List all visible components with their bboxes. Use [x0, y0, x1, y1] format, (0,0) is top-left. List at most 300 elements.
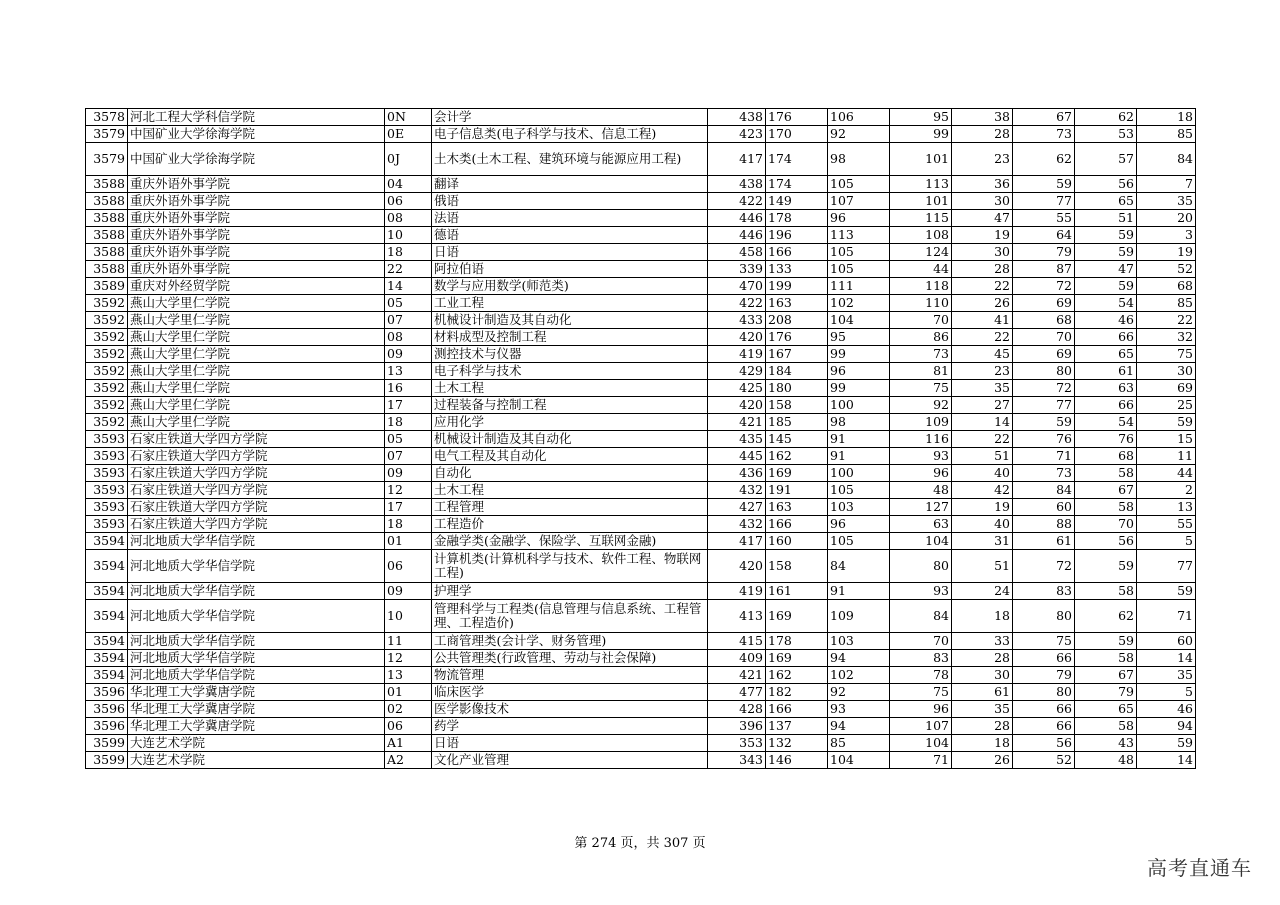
cell-score-g: 2 [1137, 482, 1196, 499]
cell-score-f: 47 [1075, 261, 1137, 278]
cell-score-total: 419 [708, 583, 766, 600]
table-row [86, 397, 1196, 414]
cell-score-e: 76 [1013, 431, 1075, 448]
cell-score-f: 59 [1075, 244, 1137, 261]
cell-score-a: 167 [766, 346, 828, 363]
table-row [86, 329, 1196, 346]
table-row [86, 583, 1196, 600]
cell-major-name: 法语 [432, 210, 708, 227]
cell-score-d: 40 [952, 516, 1013, 533]
cell-score-b: 92 [828, 684, 890, 701]
cell-school-code: 3593 [86, 482, 128, 499]
cell-score-c: 84 [890, 600, 952, 633]
cell-score-e: 80 [1013, 600, 1075, 633]
cell-major-code: A1 [385, 735, 432, 752]
cell-score-total: 339 [708, 261, 766, 278]
cell-score-g: 20 [1137, 210, 1196, 227]
cell-school-code: 3594 [86, 583, 128, 600]
cell-score-e: 77 [1013, 193, 1075, 210]
cell-major-code: 07 [385, 312, 432, 329]
cell-score-c: 127 [890, 499, 952, 516]
table-row [86, 701, 1196, 718]
cell-score-a: 166 [766, 244, 828, 261]
cell-score-a: 158 [766, 550, 828, 583]
cell-score-total: 420 [708, 329, 766, 346]
cell-school-name: 河北地质大学华信学院 [128, 600, 385, 633]
cell-score-d: 36 [952, 176, 1013, 193]
cell-score-g: 94 [1137, 718, 1196, 735]
cell-major-code: 04 [385, 176, 432, 193]
cell-score-e: 56 [1013, 735, 1075, 752]
cell-major-code: 18 [385, 414, 432, 431]
cell-major-code: 09 [385, 465, 432, 482]
cell-score-total: 427 [708, 499, 766, 516]
cell-score-b: 96 [828, 210, 890, 227]
cell-score-total: 429 [708, 363, 766, 380]
cell-school-name: 中国矿业大学徐海学院 [128, 143, 385, 176]
cell-score-total: 353 [708, 735, 766, 752]
cell-score-c: 115 [890, 210, 952, 227]
cell-score-e: 75 [1013, 633, 1075, 650]
cell-score-f: 59 [1075, 227, 1137, 244]
cell-score-g: 44 [1137, 465, 1196, 482]
cell-school-code: 3594 [86, 533, 128, 550]
cell-score-d: 28 [952, 718, 1013, 735]
cell-score-b: 105 [828, 261, 890, 278]
cell-score-e: 77 [1013, 397, 1075, 414]
cell-score-g: 59 [1137, 583, 1196, 600]
cell-score-b: 94 [828, 650, 890, 667]
cell-score-c: 101 [890, 193, 952, 210]
cell-score-total: 445 [708, 448, 766, 465]
cell-major-code: 06 [385, 550, 432, 583]
cell-score-d: 51 [952, 448, 1013, 465]
cell-score-g: 14 [1137, 752, 1196, 769]
cell-score-d: 30 [952, 667, 1013, 684]
cell-score-a: 176 [766, 329, 828, 346]
cell-score-b: 103 [828, 499, 890, 516]
cell-score-d: 24 [952, 583, 1013, 600]
cell-score-a: 180 [766, 380, 828, 397]
cell-score-f: 67 [1075, 482, 1137, 499]
cell-score-f: 65 [1075, 193, 1137, 210]
table-row [86, 414, 1196, 431]
cell-school-name: 重庆外语外事学院 [128, 227, 385, 244]
cell-score-d: 35 [952, 380, 1013, 397]
cell-score-total: 477 [708, 684, 766, 701]
cell-school-code: 3596 [86, 718, 128, 735]
cell-score-e: 72 [1013, 278, 1075, 295]
cell-school-name: 河北工程大学科信学院 [128, 109, 385, 126]
cell-score-e: 59 [1013, 176, 1075, 193]
cell-score-e: 55 [1013, 210, 1075, 227]
cell-major-code: 01 [385, 684, 432, 701]
cell-school-code: 3596 [86, 701, 128, 718]
cell-score-b: 94 [828, 718, 890, 735]
cell-major-name: 管理科学与工程类(信息管理与信息系统、工程管理、工程造价) [432, 600, 708, 633]
cell-major-name: 德语 [432, 227, 708, 244]
cell-score-b: 105 [828, 482, 890, 499]
cell-score-total: 413 [708, 600, 766, 633]
cell-major-name: 医学影像技术 [432, 701, 708, 718]
cell-score-b: 98 [828, 143, 890, 176]
cell-score-total: 421 [708, 414, 766, 431]
cell-score-e: 80 [1013, 363, 1075, 380]
cell-score-a: 176 [766, 109, 828, 126]
cell-score-b: 106 [828, 109, 890, 126]
cell-school-code: 3578 [86, 109, 128, 126]
cell-score-e: 61 [1013, 533, 1075, 550]
cell-score-b: 113 [828, 227, 890, 244]
cell-major-name: 日语 [432, 735, 708, 752]
cell-score-c: 78 [890, 667, 952, 684]
table-row [86, 244, 1196, 261]
cell-major-code: 22 [385, 261, 432, 278]
table-row [86, 684, 1196, 701]
cell-score-g: 59 [1137, 735, 1196, 752]
cell-school-name: 重庆外语外事学院 [128, 176, 385, 193]
cell-score-total: 446 [708, 210, 766, 227]
cell-score-d: 23 [952, 143, 1013, 176]
cell-score-c: 104 [890, 735, 952, 752]
cell-score-c: 96 [890, 465, 952, 482]
cell-major-name: 护理学 [432, 583, 708, 600]
cell-score-a: 137 [766, 718, 828, 735]
cell-school-name: 石家庄铁道大学四方学院 [128, 499, 385, 516]
cell-school-code: 3593 [86, 431, 128, 448]
cell-major-name: 过程装备与控制工程 [432, 397, 708, 414]
table-row [86, 109, 1196, 126]
cell-school-code: 3594 [86, 650, 128, 667]
cell-school-name: 燕山大学里仁学院 [128, 397, 385, 414]
cell-major-name: 文化产业管理 [432, 752, 708, 769]
cell-score-c: 83 [890, 650, 952, 667]
cell-score-e: 62 [1013, 143, 1075, 176]
cell-score-d: 18 [952, 600, 1013, 633]
cell-score-d: 51 [952, 550, 1013, 583]
cell-score-e: 72 [1013, 380, 1075, 397]
cell-score-total: 438 [708, 109, 766, 126]
cell-score-a: 170 [766, 126, 828, 143]
cell-score-g: 35 [1137, 193, 1196, 210]
cell-major-code: 14 [385, 278, 432, 295]
cell-score-a: 174 [766, 143, 828, 176]
cell-major-code: 0E [385, 126, 432, 143]
cell-major-code: 0J [385, 143, 432, 176]
cell-score-f: 43 [1075, 735, 1137, 752]
cell-score-g: 25 [1137, 397, 1196, 414]
cell-score-e: 69 [1013, 295, 1075, 312]
cell-major-name: 会计学 [432, 109, 708, 126]
cell-score-f: 53 [1075, 126, 1137, 143]
cell-score-e: 64 [1013, 227, 1075, 244]
cell-score-a: 163 [766, 295, 828, 312]
table-row [86, 126, 1196, 143]
cell-score-total: 423 [708, 126, 766, 143]
cell-score-total: 396 [708, 718, 766, 735]
cell-major-name: 工程造价 [432, 516, 708, 533]
cell-score-b: 96 [828, 516, 890, 533]
cell-score-b: 91 [828, 431, 890, 448]
cell-score-c: 124 [890, 244, 952, 261]
cell-major-code: 02 [385, 701, 432, 718]
cell-score-e: 66 [1013, 701, 1075, 718]
cell-score-c: 71 [890, 752, 952, 769]
cell-school-name: 重庆外语外事学院 [128, 210, 385, 227]
cell-school-name: 燕山大学里仁学院 [128, 346, 385, 363]
cell-score-a: 199 [766, 278, 828, 295]
cell-score-d: 19 [952, 499, 1013, 516]
cell-score-b: 85 [828, 735, 890, 752]
cell-major-code: 10 [385, 600, 432, 633]
cell-school-code: 3588 [86, 210, 128, 227]
cell-score-e: 80 [1013, 684, 1075, 701]
table-row [86, 346, 1196, 363]
cell-school-code: 3594 [86, 667, 128, 684]
cell-score-c: 93 [890, 583, 952, 600]
cell-score-b: 99 [828, 346, 890, 363]
cell-score-f: 58 [1075, 718, 1137, 735]
cell-score-b: 100 [828, 465, 890, 482]
cell-score-c: 48 [890, 482, 952, 499]
cell-score-total: 421 [708, 667, 766, 684]
cell-score-f: 79 [1075, 684, 1137, 701]
cell-score-a: 184 [766, 363, 828, 380]
cell-score-c: 96 [890, 701, 952, 718]
cell-score-f: 62 [1075, 600, 1137, 633]
cell-score-total: 432 [708, 516, 766, 533]
cell-score-c: 101 [890, 143, 952, 176]
cell-major-name: 俄语 [432, 193, 708, 210]
cell-score-e: 60 [1013, 499, 1075, 516]
table-row [86, 193, 1196, 210]
cell-score-total: 458 [708, 244, 766, 261]
cell-score-d: 23 [952, 363, 1013, 380]
table-row [86, 448, 1196, 465]
cell-score-b: 95 [828, 329, 890, 346]
cell-score-f: 59 [1075, 633, 1137, 650]
table-body [86, 109, 1196, 769]
cell-score-g: 85 [1137, 295, 1196, 312]
cell-score-a: 161 [766, 583, 828, 600]
cell-score-d: 47 [952, 210, 1013, 227]
cell-major-name: 材料成型及控制工程 [432, 329, 708, 346]
cell-school-code: 3589 [86, 278, 128, 295]
cell-score-a: 185 [766, 414, 828, 431]
cell-score-d: 27 [952, 397, 1013, 414]
cell-score-d: 45 [952, 346, 1013, 363]
cell-score-c: 92 [890, 397, 952, 414]
cell-major-code: 18 [385, 244, 432, 261]
cell-score-a: 162 [766, 667, 828, 684]
cell-score-g: 30 [1137, 363, 1196, 380]
cell-score-d: 30 [952, 244, 1013, 261]
cell-score-c: 110 [890, 295, 952, 312]
cell-school-name: 石家庄铁道大学四方学院 [128, 516, 385, 533]
table-row [86, 210, 1196, 227]
cell-score-f: 58 [1075, 583, 1137, 600]
cell-school-name: 华北理工大学冀唐学院 [128, 684, 385, 701]
cell-school-name: 河北地质大学华信学院 [128, 667, 385, 684]
cell-major-code: 12 [385, 650, 432, 667]
table-row [86, 533, 1196, 550]
cell-major-code: 10 [385, 227, 432, 244]
cell-school-name: 大连艺术学院 [128, 735, 385, 752]
cell-score-d: 19 [952, 227, 1013, 244]
cell-school-code: 3588 [86, 244, 128, 261]
cell-score-d: 30 [952, 193, 1013, 210]
cell-score-c: 75 [890, 380, 952, 397]
cell-score-f: 59 [1075, 278, 1137, 295]
cell-score-d: 18 [952, 735, 1013, 752]
cell-score-c: 99 [890, 126, 952, 143]
cell-score-b: 99 [828, 380, 890, 397]
cell-score-a: 191 [766, 482, 828, 499]
cell-score-b: 98 [828, 414, 890, 431]
cell-score-c: 63 [890, 516, 952, 533]
cell-score-b: 92 [828, 126, 890, 143]
cell-major-name: 物流管理 [432, 667, 708, 684]
cell-score-c: 75 [890, 684, 952, 701]
cell-school-code: 3592 [86, 329, 128, 346]
cell-score-total: 428 [708, 701, 766, 718]
table-row [86, 550, 1196, 583]
cell-major-name: 临床医学 [432, 684, 708, 701]
cell-score-g: 52 [1137, 261, 1196, 278]
table-row [86, 482, 1196, 499]
cell-score-c: 113 [890, 176, 952, 193]
cell-score-d: 41 [952, 312, 1013, 329]
cell-school-name: 石家庄铁道大学四方学院 [128, 431, 385, 448]
cell-school-name: 重庆对外经贸学院 [128, 278, 385, 295]
cell-score-g: 11 [1137, 448, 1196, 465]
cell-score-f: 46 [1075, 312, 1137, 329]
cell-score-c: 107 [890, 718, 952, 735]
cell-score-g: 84 [1137, 143, 1196, 176]
cell-score-e: 69 [1013, 346, 1075, 363]
cell-school-name: 中国矿业大学徐海学院 [128, 126, 385, 143]
cell-score-c: 109 [890, 414, 952, 431]
cell-score-a: 178 [766, 210, 828, 227]
cell-score-a: 182 [766, 684, 828, 701]
cell-score-f: 65 [1075, 346, 1137, 363]
cell-score-e: 70 [1013, 329, 1075, 346]
cell-score-e: 71 [1013, 448, 1075, 465]
cell-major-name: 日语 [432, 244, 708, 261]
cell-score-b: 96 [828, 363, 890, 380]
cell-score-d: 22 [952, 278, 1013, 295]
cell-score-c: 73 [890, 346, 952, 363]
cell-score-e: 79 [1013, 667, 1075, 684]
table-row [86, 312, 1196, 329]
cell-score-f: 66 [1075, 397, 1137, 414]
cell-score-g: 59 [1137, 414, 1196, 431]
cell-major-code: 0N [385, 109, 432, 126]
table-row [86, 752, 1196, 769]
table-row [86, 600, 1196, 633]
cell-score-f: 57 [1075, 143, 1137, 176]
cell-score-d: 28 [952, 261, 1013, 278]
cell-score-e: 84 [1013, 482, 1075, 499]
cell-score-g: 7 [1137, 176, 1196, 193]
cell-score-e: 52 [1013, 752, 1075, 769]
cell-score-g: 71 [1137, 600, 1196, 633]
page-number: 第 274 页，共 307 页 [574, 836, 706, 851]
cell-score-total: 446 [708, 227, 766, 244]
cell-school-name: 重庆外语外事学院 [128, 193, 385, 210]
table-row [86, 143, 1196, 176]
cell-school-name: 华北理工大学冀唐学院 [128, 718, 385, 735]
cell-score-a: 169 [766, 465, 828, 482]
cell-score-e: 66 [1013, 650, 1075, 667]
watermark-logo-text: 高考直通车 [1147, 856, 1252, 880]
cell-score-a: 158 [766, 397, 828, 414]
cell-score-b: 109 [828, 600, 890, 633]
cell-score-e: 72 [1013, 550, 1075, 583]
cell-score-a: 169 [766, 650, 828, 667]
cell-school-code: 3579 [86, 126, 128, 143]
cell-school-code: 3588 [86, 261, 128, 278]
cell-school-code: 3588 [86, 176, 128, 193]
cell-score-d: 26 [952, 752, 1013, 769]
cell-score-e: 68 [1013, 312, 1075, 329]
cell-major-name: 土木工程 [432, 482, 708, 499]
cell-major-name: 测控技术与仪器 [432, 346, 708, 363]
cell-score-b: 103 [828, 633, 890, 650]
cell-score-e: 87 [1013, 261, 1075, 278]
cell-score-total: 425 [708, 380, 766, 397]
cell-score-b: 111 [828, 278, 890, 295]
cell-score-total: 420 [708, 550, 766, 583]
table-row [86, 176, 1196, 193]
cell-major-code: 05 [385, 431, 432, 448]
cell-score-d: 38 [952, 109, 1013, 126]
table-row [86, 227, 1196, 244]
cell-major-name: 电子科学与技术 [432, 363, 708, 380]
cell-score-b: 105 [828, 533, 890, 550]
cell-score-c: 44 [890, 261, 952, 278]
cell-score-d: 22 [952, 431, 1013, 448]
cell-score-g: 68 [1137, 278, 1196, 295]
cell-score-a: 166 [766, 701, 828, 718]
cell-score-b: 104 [828, 752, 890, 769]
table-row [86, 465, 1196, 482]
cell-score-c: 95 [890, 109, 952, 126]
cell-score-g: 32 [1137, 329, 1196, 346]
cell-school-name: 河北地质大学华信学院 [128, 633, 385, 650]
cell-score-a: 149 [766, 193, 828, 210]
cell-score-a: 163 [766, 499, 828, 516]
cell-score-total: 432 [708, 482, 766, 499]
cell-score-total: 470 [708, 278, 766, 295]
cell-major-name: 土木类(土木工程、建筑环境与能源应用工程) [432, 143, 708, 176]
cell-major-code: 11 [385, 633, 432, 650]
cell-score-b: 93 [828, 701, 890, 718]
cell-score-e: 67 [1013, 109, 1075, 126]
cell-school-code: 3588 [86, 227, 128, 244]
cell-major-name: 机械设计制造及其自动化 [432, 431, 708, 448]
cell-school-code: 3592 [86, 295, 128, 312]
cell-major-code: 16 [385, 380, 432, 397]
cell-score-total: 433 [708, 312, 766, 329]
cell-score-g: 35 [1137, 667, 1196, 684]
cell-score-c: 116 [890, 431, 952, 448]
cell-major-name: 工业工程 [432, 295, 708, 312]
cell-school-name: 华北理工大学冀唐学院 [128, 701, 385, 718]
cell-score-d: 33 [952, 633, 1013, 650]
cell-major-code: 06 [385, 718, 432, 735]
cell-school-name: 河北地质大学华信学院 [128, 650, 385, 667]
